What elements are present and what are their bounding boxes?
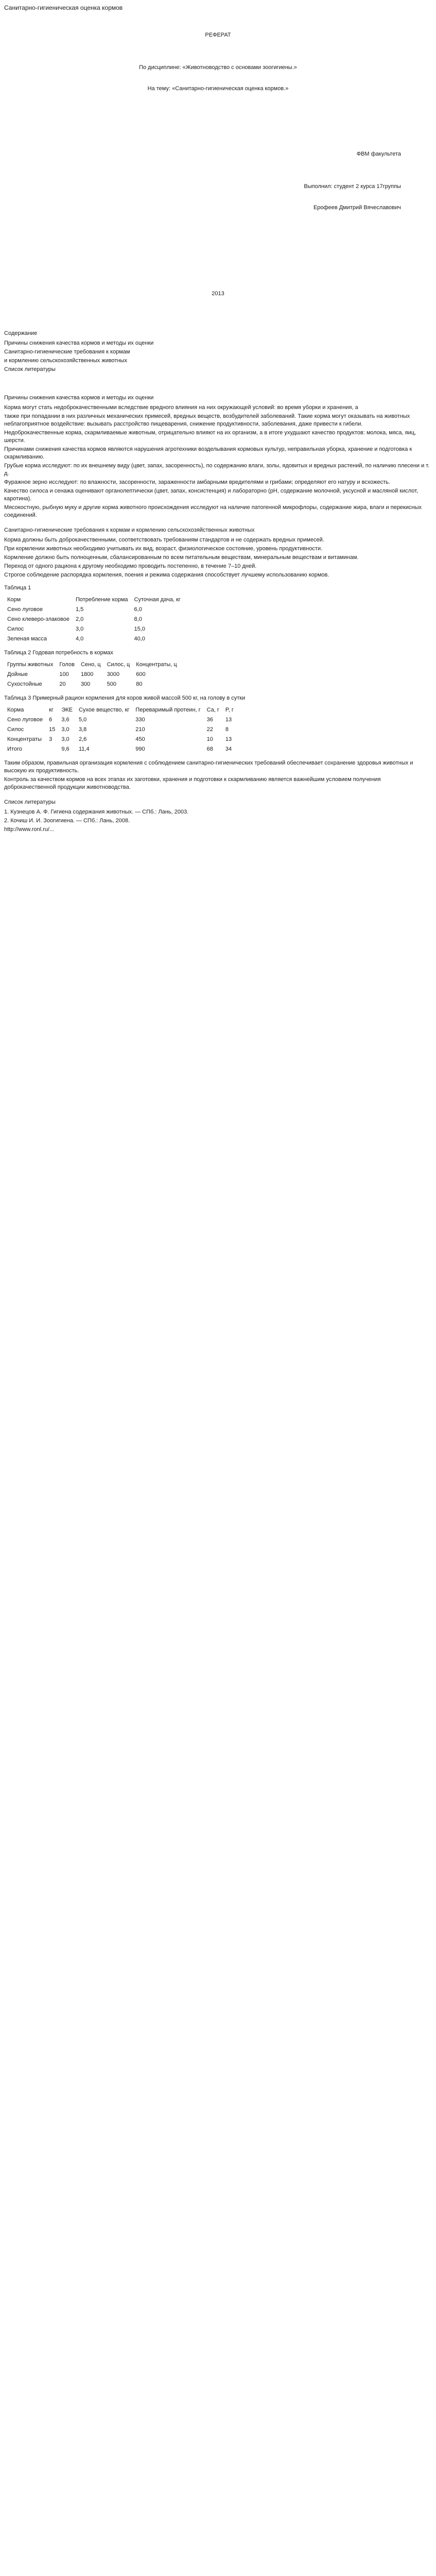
table-caption: Таблица 3 Примерный рацион кормления для коров живой массой 500 кг, на голову в сутки [4,695,246,701]
table-cell: 3,0 [61,726,69,733]
table-header: Корма [7,707,24,713]
paragraph: Переход от одного рациона к другому необходимо проводить постепенно, в течение 7–10 дней. [4,563,257,569]
literature-title: Список литературы [4,799,56,805]
table-row [4,725,237,735]
table-cell: 300 [80,681,91,687]
table-cell: 8 [225,726,229,733]
table-cell: 15 [49,726,56,733]
table-row [4,605,184,615]
table-header: Суточная дача, кг [134,597,181,603]
paragraph: Строгое соблюдение распорядка кормления, поения и режима содержания способствует лучшему использованию кормов. [4,572,329,578]
literature-item: 1. Кузнецов А. Ф. Гигиена содержания животных. — СПб.: Лань, 2003. [4,809,189,815]
table-header: P, г [225,707,234,713]
table-header: Концентраты, ц [136,662,177,668]
table-header: ЭКЕ [61,707,73,713]
table-cell: 1,5 [75,606,84,613]
paragraph: Таким образом, правильная организация кормления с соблюдением санитарно-гигиенических требований обеспечивает сохранение здоровья животных и высокую их продуктивность. [4,760,413,774]
table-row [4,615,184,624]
toc-item: и кормлению сельскохозяйственных животных [4,358,127,364]
table-header: Корм [7,597,21,603]
table-cell: 500 [107,681,116,687]
table-cell: Силос [7,626,24,632]
table-row [4,634,184,644]
topic-line: На тему: «Санитарно-гигиеническая оценка кормов.» [147,86,289,92]
table-caption: Таблица 1 [4,585,31,591]
paragraph: также при попадании в них различных механических примесей, вредных веществ, возбудителей заболеваний. Такие корма могут оказывать на животных неблагоприятное воздействие: вызывать расстройство пищеварения, снижение продуктивности, заболевания, даже привести к гибели. [4,413,410,427]
paragraph: Корма могут стать недоброкачественными вследствие вредного влияния на них окружающей условий: во время уборки и хранения, а [4,404,358,411]
paragraph: Контроль за качеством кормов на всех этапах их заготовки, хранения и подготовки к скармливанию является важнейшим условием получения доброкачественной продукции животноводства. [4,776,381,790]
table-cell [46,744,58,754]
discipline-line: По дисциплине: «Животноводство с основами зоогигиены.» [139,64,297,71]
table-cell: 6 [49,717,53,723]
table-header: Сено, ц [80,662,101,668]
feed-table [4,595,184,644]
table-cell: Сено луговое [7,717,43,723]
toc-item: Санитарно-гигиенические требования к кормам [4,349,130,355]
literature-item: 2. Кочиш И. И. Зоогигиена. — СПб.: Лань, 2008. [4,818,130,824]
section-title: Причины снижения качества кормов и методы их оценки [4,395,154,401]
table-row [4,715,237,725]
table-cell: Силос [7,726,24,733]
table-row [4,744,237,754]
literature-link[interactable]: http://www.ronl.ru/... [4,826,55,833]
year-line: 2013 [212,291,224,297]
table-cell: 3,0 [61,736,69,742]
paragraph: Мясокостную, рыбную муку и другие корма животного происхождения исследуют на наличие патогенной микрофлоры, содержание жира, влаги и перекисных соединений. [4,504,422,518]
faculty-line: ФВМ факультета [356,151,401,157]
toc-item: Причины снижения качества кормов и методы их оценки [4,340,154,346]
table-cell: 3 [49,736,53,742]
table-cell: Сено клеверо-злаковое [7,616,69,622]
table-row [4,680,180,689]
paragraph: Корма должны быть доброкачественными, соответствовать требованиям стандартов и не содержать вредных примесей. [4,537,324,543]
genre-label: РЕФЕРАТ [205,32,231,38]
table-header: Голов [59,662,75,668]
table-cell: Сухостойные [7,681,42,687]
table-cell: 68 [206,746,213,752]
table-cell: 600 [136,671,146,677]
table-cell: 80 [136,681,143,687]
table-header-row [4,705,237,715]
table-cell: Зеленая масса [7,636,47,642]
table-header: Группы животных [7,662,54,668]
table-cell: 2,6 [78,736,87,742]
table-cell: 5,0 [78,717,87,723]
table-cell: 11,4 [78,746,90,752]
table-row [4,624,184,634]
paragraph: Грубые корма исследуют: по их внешнему виду (цвет, запах, засоренность), по содержанию влаги, золы, ядовитых и вредных растений, по наличию плесени и т. д. [4,463,430,477]
table-header-row [4,595,184,605]
table-cell: 9,6 [61,746,69,752]
table-cell: 6,0 [134,606,142,613]
paragraph: Причинами снижения качества кормов являются нарушения агротехники возделывания кормовых культур, неправильная уборка, хранение и подготовка к скармливанию. [4,446,412,460]
table-cell: 13 [225,736,232,742]
table-cell: 8,0 [134,616,142,622]
table-header: Потребление корма [75,597,128,603]
document [0,0,436,834]
table-cell: Дойные [7,671,28,677]
table-header: кг [49,707,54,713]
annual-demand-table [4,660,180,689]
table-cell: 2,0 [75,616,84,622]
author-name: Ерофеев Дмитрий Вячеславович [313,205,401,211]
table-header: Сухое вещество, кг [78,707,130,713]
table-cell: 10 [206,736,213,742]
table-cell: 34 [225,746,232,752]
toc-title: Содержание [4,330,38,336]
paragraph: При кормлении животных необходимо учитывать их вид, возраст, физиологическое состояние, уровень продуктивности. [4,546,323,552]
table-header: Ca, г [206,707,219,713]
toc-item: Список литературы [4,366,56,372]
table-cell: 13 [225,717,232,723]
table-cell: 450 [135,736,145,742]
table-cell: 3,0 [75,626,84,632]
paragraph: Фуражное зерно исследуют: по влажности, засоренности, зараженности амбарными вредителями и грибами; определяют его натуру и всхожесть. [4,479,390,485]
performer-line: Выполнил: студент 2 курса 17группы [304,183,401,190]
table-row [4,735,237,744]
table-cell: 3,8 [78,726,87,733]
table-cell: 15,0 [134,626,145,632]
table-cell: 1800 [80,671,94,677]
table-cell: Сено луговое [7,606,43,613]
table-header: Переваримый протеин, г [135,707,201,713]
table-cell: 20 [59,681,66,687]
table-cell: 3,6 [61,717,69,723]
table-caption: Таблица 2 Годовая потребность в кормах [4,650,113,656]
table-cell: 100 [59,671,69,677]
table-cell: 40,0 [134,636,145,642]
table-cell: 330 [135,717,145,723]
table-cell: 36 [206,717,213,723]
paragraph: Недоброкачественные корма, скармливаемые животным, отрицательно влияют на их организм, а в итоге ухудшают качество продуктов: молока, мяса, яиц, шерсти. [4,430,416,444]
ration-table [4,705,237,754]
table-cell: 210 [135,726,145,733]
table-row [4,670,180,680]
paragraph: Кормление должно быть полноценным, сбалансированным по всем питательным веществам, минеральным веществам и витаминам. [4,554,359,561]
table-cell: 22 [206,726,213,733]
table-cell: 4,0 [75,636,84,642]
table-header-row [4,660,180,670]
table-cell: 3000 [107,671,120,677]
table-cell: Концентраты [7,736,42,742]
table-cell: 990 [135,746,145,752]
table-cell: Итого [7,746,22,752]
section-title: Санитарно-гигиенические требования к кормам и кормлению сельскохозяйственных животных [4,527,255,533]
paragraph: Качество силоса и сенажа оценивают органолептически (цвет, запах, консистенция) и лабораторно (рН, содержание молочной, уксусной и масляной кислот, каротина). [4,488,418,502]
document-title: Санитарно-гигиеническая оценка кормов [4,4,123,11]
table-header: Силос, ц [107,662,130,668]
